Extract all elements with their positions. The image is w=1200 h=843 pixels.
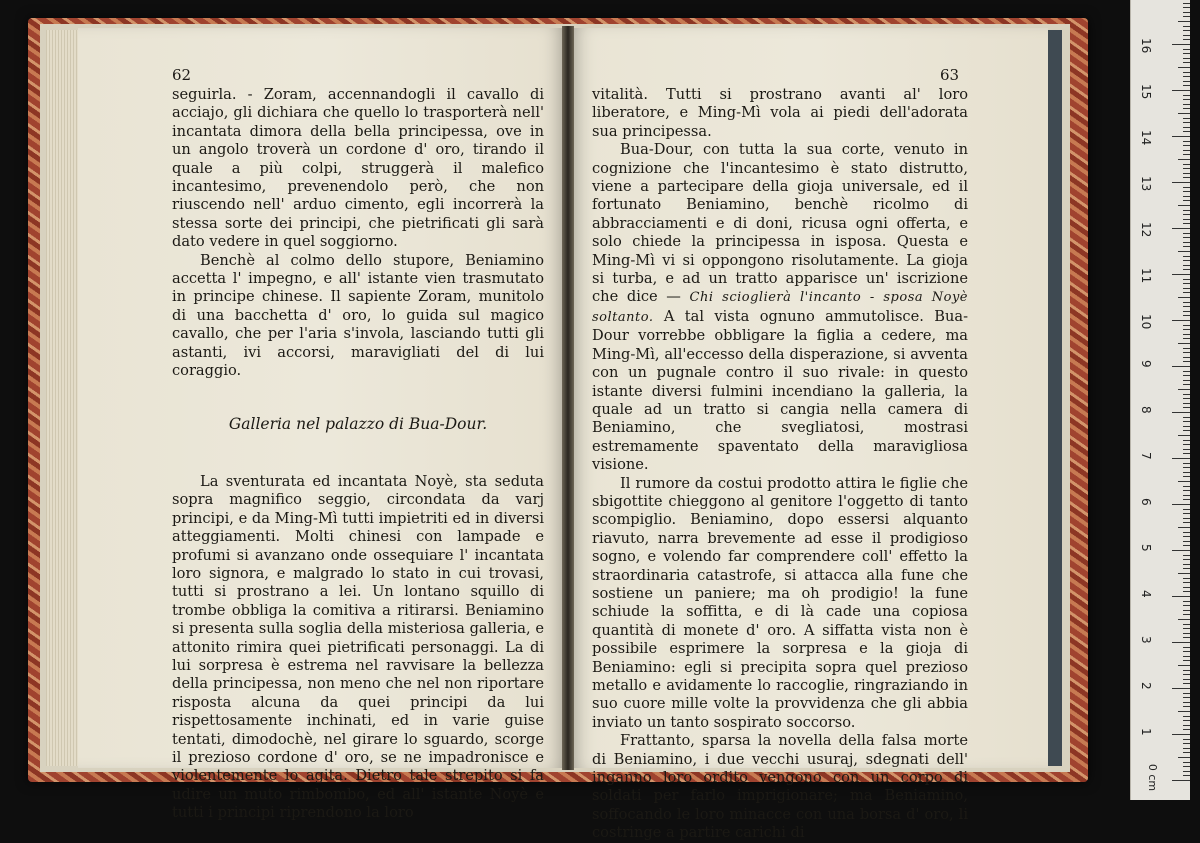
ruler-tick [1183,233,1190,234]
ruler-tick [1178,251,1190,252]
ruler-number: 7 [1139,452,1153,460]
ruler-tick [1183,660,1190,661]
ruler-tick [1183,58,1190,59]
ruler-tick [1183,191,1190,192]
ruler-tick [1183,651,1190,652]
ruler-tick [1183,532,1190,533]
ruler-tick [1183,104,1190,105]
ruler-tick [1183,633,1190,634]
ruler-number: 8 [1139,406,1153,414]
ruler-tick [1178,297,1190,298]
ruler-tick [1183,242,1190,243]
ruler-number: 9 [1139,360,1153,368]
ruler-tick [1183,440,1190,441]
ruler-tick [1183,674,1190,675]
ruler-tick [1183,53,1190,54]
ruler-tick [1183,256,1190,257]
ruler-tick [1183,380,1190,381]
ruler-tick [1183,338,1190,339]
ruler-tick [1183,463,1190,464]
ruler-tick [1183,269,1190,270]
ruler-tick [1183,81,1190,82]
ruler-tick [1183,637,1190,638]
ruler-tick [1183,352,1190,353]
ruler-tick [1172,136,1190,137]
ruler-tick [1183,108,1190,109]
ruler-tick [1183,624,1190,625]
ruler-tick [1183,302,1190,303]
ruler-tick [1183,486,1190,487]
ruler-tick [1183,766,1190,767]
ruler-tick [1183,610,1190,611]
ruler-tick [1183,555,1190,556]
ruler-tick [1178,21,1190,22]
ruler-tick [1183,398,1190,399]
ruler-tick [1183,334,1190,335]
ruler-tick [1172,182,1190,183]
ruler-tick [1172,780,1190,781]
right-paragraph-2 [592,141,968,474]
ruler-tick [1183,476,1190,477]
ruler-tick [1183,444,1190,445]
ruler-tick [1183,288,1190,289]
ruler-tick [1183,725,1190,726]
right-paragraph-1: vitalità. Tutti si prostrano avanti al' loro liberatore, e Ming-Mì vola ai piedi dell'adorata sua principessa. [592,86,968,140]
right-page-number: 63 [940,66,960,84]
ruler-tick [1183,154,1190,155]
ruler-tick [1183,39,1190,40]
ruler-tick [1183,518,1190,519]
ruler-unit-label: 0 cm [1146,763,1160,792]
ruler-tick [1183,407,1190,408]
ruler-tick [1183,628,1190,629]
ruler-tick [1172,366,1190,367]
ruler-tick [1183,348,1190,349]
ruler-tick [1183,591,1190,592]
ruler-tick [1183,16,1190,17]
ruler-tick [1183,118,1190,119]
left-paragraph-2: Benchè al colmo dello stupore, Beniamino accetta l' impegno, e all' istante vien trasmutato in principe chinese. Il sapiente Zoram, munitolo di una bacchetta d' oro, lo guida sul magico cavallo, che per l'aria s'invola, lasciando tutti gli astanti, ivi accorsi, maravigliati del di lui coraggio. [172,251,544,380]
ruler-number: 5 [1139,544,1153,552]
ruler-tick [1183,26,1190,27]
ruler-tick [1183,375,1190,376]
ruler-tick [1183,315,1190,316]
ruler-tick [1172,274,1190,275]
ruler-tick [1178,711,1190,712]
ruler-tick [1183,394,1190,395]
ruler-tick [1183,62,1190,63]
ruler-tick [1183,265,1190,266]
ruler-tick [1183,30,1190,31]
ruler-tick [1172,90,1190,91]
ruler-tick [1183,587,1190,588]
ruler-tick [1183,702,1190,703]
ruler-tick [1178,619,1190,620]
left-page-text [172,86,544,823]
ruler-tick [1183,210,1190,211]
ruler-tick [1183,679,1190,680]
ruler-tick [1183,187,1190,188]
ruler-tick [1183,173,1190,174]
ruler-tick [1172,504,1190,505]
ruler-tick [1183,85,1190,86]
ruler-tick [1183,536,1190,537]
ruler-number: 16 [1139,38,1153,54]
ruler-tick [1183,522,1190,523]
ruler-tick [1178,435,1190,436]
ruler-tick [1183,223,1190,224]
right-paragraph-2-after: A tal vista ognuno ammutolisce. Bua-Dour vorrebbe obbligare la figlia a cedere, ma Ming-Mì, all'eccesso della disperazione, si avventa con un pugnale contro il suo rivale: in questo istante diversi fulmini incendiano la galleria, la quale ad un tratto si cangia nella camera di Beniamino, che svegliatosi, mostrasi estremamente spaventato della maravigliosa visione. [592,307,969,474]
ruler-tick [1183,449,1190,450]
ruler-tick [1183,35,1190,36]
ruler-tick [1183,743,1190,744]
ruler-number: 10 [1139,314,1153,330]
ruler-tick [1183,559,1190,560]
ruler-tick [1183,499,1190,500]
right-page-text [592,86,968,843]
ruler-tick [1178,389,1190,390]
book-gutter [562,26,574,770]
ruler-tick [1172,458,1190,459]
ruler-tick [1183,670,1190,671]
ruler-tick [1183,739,1190,740]
ruler-tick [1183,417,1190,418]
ruler-tick [1183,601,1190,602]
ruler-tick [1183,357,1190,358]
ruler-tick [1172,688,1190,689]
ruler-tick [1183,260,1190,261]
ruler-tick [1183,311,1190,312]
ruler-tick [1183,421,1190,422]
left-paragraph-1: seguirla. - Zoram, accennandogli il cavallo di acciajo, gli dichiara che quello lo trasporterà nell' incantata dimora della bella principessa, ove in un angolo troverà un cordone d' oro, tirando il quale a più colpi, struggerà il malefico incantesimo, prevenendolo però, che non riuscendo nell' arduo cimento, egli incorrerà la stessa sorte dei principi, che pietrificati gli sarà dato vedere in quel soggiorno. [172,86,544,251]
ruler-tick [1183,76,1190,77]
ruler-tick [1183,164,1190,165]
ruler-tick [1172,734,1190,735]
ruler-tick [1178,343,1190,344]
ruler-tick [1183,582,1190,583]
ruler-tick [1183,122,1190,123]
left-paragraph-3: La sventurata ed incantata Noyè, sta seduta sopra magnifico seggio, circondata da varj principi, e da Ming-Mì tutti impietriti ed in diversi atteggiamenti. Molti chinesi con lampade e profumi si avanzano onde ossequiare l' incantata loro signora, e malgrado lo stato in cui trovasi, tutti si prostrano a lei. Un lontano squillo di trombe obbliga la comitiva a ritirarsi. Beniamino si presenta sulla soglia della misteriosa galleria, e attonito rimira quei pietrificati personaggi. La di lui sorpresa è estrema nel ravvisare la bellezza della principessa, non meno che nel non riportare risposta alcuna da quei principi da lui rispettosamente inchinati, ed in varie guise tentati, dimodochè, nel girare lo sguardo, scorge il prezioso cordone d' oro, se ne impadronisce e violentemente lo agita. Dietro tale strepito si fa udire un muto rimbombo, ed all' istante Noyè e tutti i principi riprendono la loro [172,472,544,822]
measurement-ruler [1130,0,1190,800]
ruler-tick [1183,716,1190,717]
ruler-tick [1183,614,1190,615]
ruler-tick [1183,283,1190,284]
ruler-tick [1183,306,1190,307]
ruler-tick [1172,44,1190,45]
ruler-number: 12 [1139,222,1153,238]
ruler-tick [1183,214,1190,215]
ruler-number: 4 [1139,590,1153,598]
ruler-tick [1178,205,1190,206]
ruler-tick [1183,219,1190,220]
ruler-tick [1183,578,1190,579]
ruler-number: 15 [1139,84,1153,100]
ruler-tick [1183,762,1190,763]
ruler-tick [1183,49,1190,50]
ruler-tick [1178,481,1190,482]
ruler-tick [1183,127,1190,128]
ruler-tick [1183,95,1190,96]
ruler-tick [1183,513,1190,514]
ruler-tick [1183,472,1190,473]
ruler-tick [1183,292,1190,293]
ruler-tick [1183,706,1190,707]
ruler-tick [1183,99,1190,100]
ruler-tick [1172,550,1190,551]
ruler-tick [1178,67,1190,68]
ruler-tick [1183,697,1190,698]
ruler-tick [1183,361,1190,362]
ruler-tick [1183,7,1190,8]
ruler-tick [1183,141,1190,142]
right-paragraph-4: Frattanto, sparsa la novella della falsa morte di Beniamino, i due vecchi usuraj, sdegnati dell' inganno loro ordito vengono con un corpo di soldati per farlo imprigionare; ma Beniamino, soffocando le loro minacce con una borsa d' oro, li costringe a partire carichi di [592,732,968,842]
ruler-tick [1183,605,1190,606]
ruler-tick [1183,693,1190,694]
ruler-tick [1183,329,1190,330]
ruler-tick [1183,196,1190,197]
ruler-tick [1178,527,1190,528]
right-paragraph-2-before: Bua-Dour, con tutta la sua corte, venuto in cognizione che l'incantesimo è stato distrutto, viene a partecipare della gioja universale, ed il fortunato Beniamino, benchè ricolmo di abbracciamenti e di doni, ricusa ogni offerta, e solo chiede la principessa in isposa. Questa e Ming-Mì vi si oppongono risolutamente. La gioja si turba, e ad un tratto apparisce un' iscrizione che dice — [592,141,968,306]
ruler-number: 14 [1139,130,1153,146]
ruler-tick [1183,748,1190,749]
ruler-tick [1183,237,1190,238]
ruler-tick [1183,246,1190,247]
ruler-tick [1183,145,1190,146]
ruler-tick [1183,541,1190,542]
ruler-tick [1183,384,1190,385]
ruler-tick [1183,3,1190,4]
ruler-tick [1178,573,1190,574]
ruler-tick [1172,412,1190,413]
ruler-tick [1172,596,1190,597]
section-heading: Galleria nel palazzo di Bua-Dour. [228,414,488,433]
ruler-number: 13 [1139,176,1153,192]
ruler-tick [1183,403,1190,404]
ruler-tick [1178,113,1190,114]
ruler-tick [1183,12,1190,13]
ruler-tick [1183,279,1190,280]
ruler-tick [1183,325,1190,326]
ruler-tick [1183,509,1190,510]
ruler-tick [1183,683,1190,684]
ruler-tick [1183,72,1190,73]
ruler-tick [1178,757,1190,758]
ruler-tick [1183,200,1190,201]
ruler-tick [1183,545,1190,546]
left-page-number: 62 [172,66,192,84]
ruler-tick [1183,430,1190,431]
ruler-tick [1183,495,1190,496]
ruler-tick [1172,228,1190,229]
ruler-number: 11 [1139,268,1153,284]
ruler-number: 6 [1139,498,1153,506]
ruler-tick [1183,775,1190,776]
ruler-tick [1183,131,1190,132]
ruler-tick [1178,159,1190,160]
inscription-text: Chi scioglierà l'incanto - sposa Noyè soltanto. [592,290,968,325]
ruler-tick [1183,177,1190,178]
ruler-tick [1183,453,1190,454]
ruler-tick [1183,467,1190,468]
ruler-tick [1183,490,1190,491]
ruler-tick [1183,168,1190,169]
ruler-tick [1183,150,1190,151]
ruler-number: 1 [1139,728,1153,736]
ruler-tick [1172,642,1190,643]
ruler-number: 2 [1139,682,1153,690]
ruler-tick [1183,564,1190,565]
ruler-tick [1178,665,1190,666]
ruler-tick [1183,656,1190,657]
page-edges-right [1048,30,1062,766]
right-paragraph-3: Il rumore da costui prodotto attira le figlie che sbigottite chieggono al genitore l'oggetto di tanto scompiglio. Beniamino, dopo essersi alquanto riavuto, narra brevemente ad esse il prodigioso sogno, e volendo far comprendere coll' effetto la straordinaria catastrofe, si attacca alla fune che sostiene un paniere; ma oh prodigio! la fune schiude la soffitta, e di là cade una copiosa quantità di monete d' oro. A siffatta vista non è possibile esprimere la sorpresa e la gioja di Beniamino: egli si precipita sopra quel prezioso metallo e avidamente lo raccoglie, ringraziando in suo cuore mille volte la provvidenza che gli abbia inviato un tanto sospirato soccorso. [592,474,968,731]
ruler-tick [1172,320,1190,321]
ruler-number: 3 [1139,636,1153,644]
ruler-tick [1183,720,1190,721]
ruler-tick [1183,371,1190,372]
ruler-tick [1183,647,1190,648]
ruler-tick [1183,771,1190,772]
page-edges-left [46,30,78,766]
ruler-tick [1183,426,1190,427]
ruler-tick [1183,729,1190,730]
ruler-tick [1183,752,1190,753]
ruler-tick [1183,568,1190,569]
